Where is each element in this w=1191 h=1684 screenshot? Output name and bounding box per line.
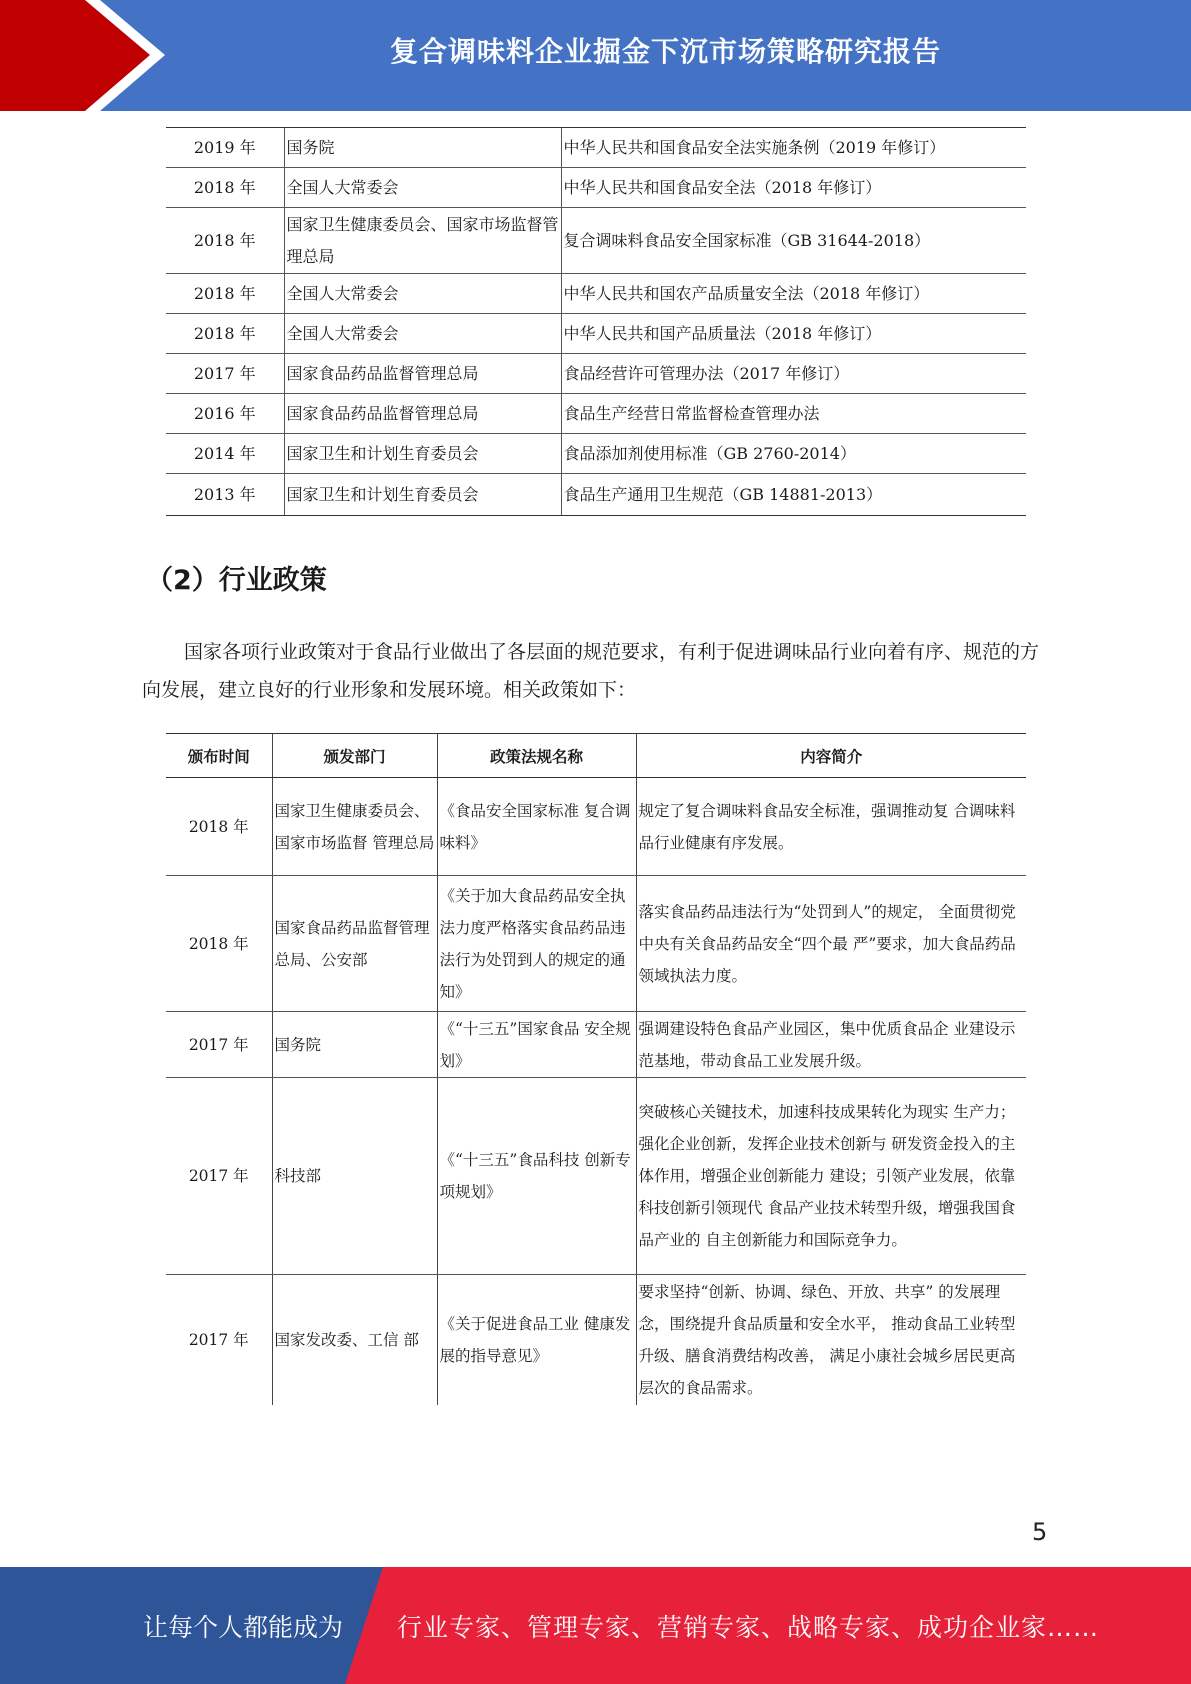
department-cell: 国家食品药品监督管理总局 [284,394,561,434]
department-cell: 国务院 [272,1012,437,1078]
table-row [166,1012,1026,1078]
intro-paragraph: 国家各项行业政策对于食品行业做出了各层面的规范要求，有利于促进调味品行业向着有序、规范的方向发展，建立良好的行业形象和发展环境。相关政策如下： [142,641,1040,701]
header-cell: 内容简介 [636,734,1026,778]
department-cell: 全国人大常委会 [284,274,561,314]
regulation-name-cell: 食品经营许可管理办法（2017 年修订） [561,354,1026,394]
regulation-name-cell: 中华人民共和国食品安全法实施条例（2019 年修订） [561,128,1026,168]
year-cell: 2018 年 [166,876,272,1012]
summary-cell: 要求坚持“创新、协调、绿色、开放、共享” 的发展理念，围绕提升食品质量和安全水平， 推动食品工业转型升级、膳食消费结构改善， 满足小康社会城乡居民更高层次的食品需求。 [636,1275,1026,1405]
table-row [166,434,1026,474]
year-cell: 2017 年 [166,1012,272,1078]
regulation-name-cell: 食品生产通用卫生规范（GB 14881-2013） [561,474,1026,516]
policy-name-cell: 《食品安全国家标准 复合调味料》 [437,778,636,876]
year-cell: 2018 年 [166,274,284,314]
year-cell: 2016 年 [166,394,284,434]
department-cell: 科技部 [272,1078,437,1275]
year-cell: 2018 年 [166,314,284,354]
header-banner [0,0,1191,111]
header-cell: 颁发部门 [272,734,437,778]
summary-cell: 规定了复合调味料食品安全标准，强调推动复 合调味料品行业健康有序发展。 [636,778,1026,876]
policy-name-cell: 《关于加大食品药品安全执法力度严格落实食品药品违法行为处罚到人的规定的通知》 [437,876,636,1012]
table-row [166,208,1026,274]
regulation-name-cell: 中华人民共和国农产品质量安全法（2018 年修订） [561,274,1026,314]
department-cell: 国家卫生健康委员会、国家市场监督管理总局 [284,208,561,274]
table-row [166,394,1026,434]
footer-slogan-left: 让每个人都能成为 [143,1612,344,1642]
summary-cell: 突破核心关键技术，加速科技成果转化为现实 生产力；强化企业创新，发挥企业技术创新与 研发资金投入的主体作用，增强企业创新能力 建设；引领产业发展，依靠科技创新引领现代 食品产业技术转型升级，增强我国食品产业的 自主创新能力和国际竞争力。 [636,1078,1026,1275]
summary-cell: 强调建设特色食品产业园区，集中优质食品企 业建设示范基地，带动食品工业发展升级。 [636,1012,1026,1078]
footer-banner [0,1567,1191,1684]
policy-table-header-row [166,734,1026,778]
year-cell: 2014 年 [166,434,284,474]
table-row [166,354,1026,394]
department-cell: 国家食品药品监督管理总局 [284,354,561,394]
year-cell: 2018 年 [166,778,272,876]
year-cell: 2017 年 [166,354,284,394]
table-row [166,474,1026,516]
table-row [166,274,1026,314]
year-cell: 2018 年 [166,208,284,274]
year-cell: 2013 年 [166,474,284,516]
year-cell: 2018 年 [166,168,284,208]
policy-table [166,733,1026,1405]
department-cell: 国家卫生和计划生育委员会 [284,474,561,516]
table-row [166,168,1026,208]
standards-table [166,127,1026,516]
regulation-name-cell: 食品生产经营日常监督检查管理办法 [561,394,1026,434]
policy-name-cell: 《“十三五”食品科技 创新专项规划》 [437,1078,636,1275]
department-cell: 全国人大常委会 [284,168,561,208]
summary-cell: 落实食品药品违法行为“处罚到人”的规定， 全面贯彻党中央有关食品药品安全“四个最 严”要求，加大食品药品领域执法力度。 [636,876,1026,1012]
regulation-name-cell: 复合调味料食品安全国家标准（GB 31644-2018） [561,208,1026,274]
table-row [166,1078,1026,1275]
department-cell: 国家卫生健康委员会、国家市场监督 管理总局 [272,778,437,876]
regulation-name-cell: 食品添加剂使用标准（GB 2760-2014） [561,434,1026,474]
report-title: 复合调味料企业掘金下沉市场策略研究报告 [389,35,941,68]
year-cell: 2017 年 [166,1078,272,1275]
section-title: （2）行业政策 [146,565,327,596]
header-cell: 政策法规名称 [437,734,636,778]
regulation-name-cell: 中华人民共和国食品安全法（2018 年修订） [561,168,1026,208]
table-row [166,128,1026,168]
policy-name-cell: 《关于促进食品工业 健康发展的指导意见》 [437,1275,636,1405]
department-cell: 国家卫生和计划生育委员会 [284,434,561,474]
footer-slogan-right: 行业专家、管理专家、营销专家、战略专家、成功企业家…… [397,1612,1100,1642]
year-cell: 2017 年 [188,1330,249,1349]
policy-name-cell: 《“十三五”国家食品 安全规划》 [437,1012,636,1078]
department-cell: 国务院 [284,128,561,168]
table-row [166,1275,1026,1405]
department-cell: 国家发改委、工信 部 [272,1275,437,1405]
department-cell: 国家食品药品监督管理总局、公安部 [272,876,437,1012]
table-row [166,876,1026,1012]
table-row [166,314,1026,354]
department-cell: 全国人大常委会 [284,314,561,354]
page-number: 5 [1032,1518,1048,1546]
year-cell: 2019 年 [166,128,284,168]
table-row [166,778,1026,876]
header-cell: 颁布时间 [166,734,272,778]
regulation-name-cell: 中华人民共和国产品质量法（2018 年修订） [561,314,1026,354]
